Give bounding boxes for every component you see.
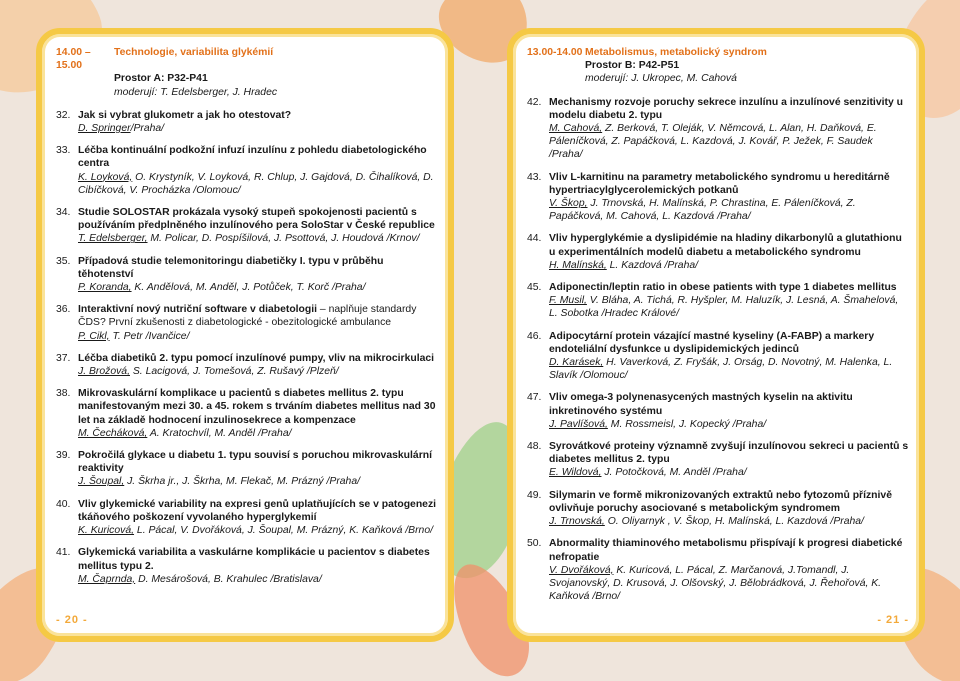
- abstract-authors: [78, 330, 438, 343]
- abstract-authors: [78, 524, 438, 537]
- abstract-number: 49.: [527, 489, 542, 501]
- abstract-title-text: Glykemická variabilita a vaskulárne komplikácie u pacientov s diabetes mellitus typu 2.: [78, 547, 430, 572]
- abstract-entry: [527, 232, 909, 272]
- session-room: Prostor B: P42-P51: [585, 60, 680, 72]
- co-authors: K. Andělová, M. Anděl, J. Potůček, T. Korč /Praha/: [131, 282, 366, 294]
- session-header: [56, 46, 438, 99]
- abstract-authors: [78, 122, 438, 135]
- abstract-title: [549, 489, 909, 515]
- abstract-number: 50.: [527, 538, 542, 550]
- abstract-title: [78, 387, 438, 427]
- abstract-body: [78, 449, 438, 489]
- abstract-number: 41.: [56, 547, 71, 559]
- first-author: E. Wildová,: [549, 467, 602, 479]
- co-authors: H. Vaverková, Z. Fryšák, J. Orság, D. Novotný, M. Halenka, L. Slavík /Olomouc/: [549, 357, 893, 382]
- abstract-entry: [527, 330, 909, 383]
- abstract-title-text: Adiponectin/leptin ratio in obese patients with type 1 diabetes mellitus: [549, 282, 897, 294]
- abstract-title-text: Studie SOLOSTAR prokázala vysoký stupeň spokojenosti pacientů s používáním předplněného inzulínového pera SoloStar v České republice: [78, 207, 435, 232]
- abstract-authors: [549, 418, 909, 431]
- abstract-entry: [56, 206, 438, 246]
- abstract-body: [549, 537, 909, 603]
- co-authors: J. Škrha jr., J. Škrha, M. Flekač, M. Prázný /Praha/: [124, 476, 360, 488]
- co-authors: S. Lacigová, J. Tomešová, Z. Rušavý /Plzeň/: [129, 366, 339, 378]
- first-author: D. Springer: [78, 123, 131, 135]
- abstract-authors: [549, 122, 909, 162]
- first-author: J. Šoupal,: [78, 476, 125, 488]
- co-authors: /Praha/: [130, 123, 165, 135]
- abstract-title: [549, 281, 909, 294]
- abstract-body: [78, 303, 438, 343]
- first-author: V. Škop,: [549, 198, 588, 210]
- abstract-title-text: Jak si vybrat glukometr a jak ho otestovat?: [78, 109, 292, 121]
- abstract-number: 37.: [56, 352, 71, 364]
- co-authors: L. Pácal, V. Dvořáková, J. Šoupal, M. Prázný, K. Kaňková /Brno/: [134, 525, 433, 537]
- abstract-title: [78, 449, 438, 475]
- abstract-body: [78, 109, 438, 135]
- abstract-body: [549, 281, 909, 321]
- abstract-title-text: Vliv omega-3 polynenasycených mastných kyselin na aktivitu inkretinového systému: [549, 392, 853, 417]
- right-page-content: [527, 46, 909, 612]
- abstract-title-text: Léčba kontinuální podkožní infuzí inzulínu z pohledu diabetologického centra: [78, 145, 427, 170]
- first-author: F. Musil,: [549, 295, 587, 307]
- abstract-title: [549, 330, 909, 356]
- abstract-entry: [56, 498, 438, 538]
- abstract-title: [549, 171, 909, 197]
- abstract-authors: [78, 365, 438, 378]
- abstract-entry: [56, 449, 438, 489]
- abstract-entry: [527, 96, 909, 162]
- co-authors: M. Policar, D. Pospíšilová, J. Psottová, J. Houdová /Krnov/: [147, 233, 420, 245]
- abstract-title: [549, 391, 909, 417]
- page-number: - 21 -: [877, 614, 909, 626]
- abstract-title: [549, 96, 909, 122]
- abstract-authors: [78, 281, 438, 294]
- abstract-title-text: Interaktivní nový nutriční software v diabetologii: [78, 304, 318, 316]
- abstract-title-text: Vliv glykemické variability na expresi genů uplatňujících se v patogenezi tkáňového poškození vyvolaného hyperglykemií: [78, 498, 437, 523]
- abstract-number: 46.: [527, 330, 542, 342]
- abstract-number: 36.: [56, 304, 71, 316]
- abstract-entry: [527, 440, 909, 480]
- first-author: H. Malínská,: [549, 259, 607, 271]
- abstract-body: [549, 232, 909, 272]
- first-author: P. Koranda,: [78, 282, 132, 294]
- abstract-entry: [527, 171, 909, 224]
- abstract-title-text: Abnormality thiaminového metabolismu přispívají k progresi diabetické nefropatie: [549, 538, 903, 563]
- abstract-title-text: Pokročilá glykace u diabetu 1. typu souvisí s poruchou mikrovaskulární reaktivity: [78, 450, 432, 475]
- abstract-entry: [56, 352, 438, 378]
- abstract-number: 47.: [527, 392, 542, 404]
- first-author: J. Pavlíšová,: [549, 418, 608, 430]
- abstract-body: [78, 387, 438, 440]
- abstract-title: [78, 255, 438, 281]
- abstract-number: 35.: [56, 255, 71, 267]
- co-authors: D. Mesárošová, B. Krahulec /Bratislava/: [135, 573, 322, 585]
- abstract-title: [549, 440, 909, 466]
- abstract-number: 45.: [527, 282, 542, 294]
- co-authors: A. Kratochvíl, M. Anděl /Praha/: [147, 427, 292, 439]
- abstract-body: [549, 330, 909, 383]
- abstract-body: [78, 206, 438, 246]
- abstract-body: [78, 498, 438, 538]
- abstract-entry: [56, 387, 438, 440]
- abstract-title: [78, 109, 438, 122]
- abstract-entry: [527, 391, 909, 431]
- abstract-authors: [549, 294, 909, 320]
- abstract-entry: [527, 281, 909, 321]
- abstract-title-text: Silymarin ve formě mikronizovaných extraktů nebo fytozomů příznivě ovlivňuje poruchy asociované s metabolickým syndromem: [549, 489, 892, 514]
- abstract-number: 39.: [56, 450, 71, 462]
- abstract-number: 34.: [56, 207, 71, 219]
- abstract-title-text: Syrovátkové proteiny významně zvyšují inzulínovou sekreci u pacientů s diabetes mellitus 2. typu: [549, 441, 909, 466]
- co-authors: K. Kuricová, L. Pácal, Z. Marčanová, J.Tomandl, J. Svojanovský, D. Krusová, J. Olšovský, J. Bělobrádková, J. Řehořová, K. Kaňková /Brno/: [549, 564, 882, 603]
- abstract-number: 48.: [527, 441, 542, 453]
- abstract-number: 38.: [56, 388, 71, 400]
- first-author: M. Čaprnda,: [78, 573, 136, 585]
- session-room: Prostor A: P32-P41: [114, 73, 208, 85]
- abstract-body: [549, 96, 909, 162]
- abstract-entry: [56, 144, 438, 197]
- abstract-authors: [78, 171, 438, 197]
- page-number: - 20 -: [56, 614, 88, 626]
- abstract-list: [527, 96, 909, 604]
- abstract-title-text: Mikrovaskulární komplikace u pacientů s diabetes mellitus 2. typu manifestovaným mezi 30. a 45. rokem s trváním diabetes mellitus nad 30 let na základě hodnocení inzulinosekrece a kompenzace: [78, 388, 436, 426]
- abstract-body: [549, 171, 909, 224]
- co-authors: Z. Berková, T. Oleják, V. Němcová, L. Alan, H. Daňková, E. Páleníčková, Z. Papáčková, L. Kazdová, J. Kovář, P. Ježek, F. Saudek /Praha/: [549, 123, 877, 161]
- abstract-title-text: Vliv hyperglykémie a dyslipidémie na hladiny dikarbonylů a glutathionu u experimentálních modelů diabetu a metabolického syndromu: [549, 233, 902, 258]
- abstract-number: 40.: [56, 498, 71, 510]
- co-authors: O. Krystyník, V. Loyková, R. Chlup, J. Gajdová, D. Čihalíková, D. Cibíčková, V. Procházka /Olomouc/: [78, 171, 434, 196]
- abstract-entry: [56, 109, 438, 135]
- abstract-entry: [527, 537, 909, 603]
- session-time: 14.00 – 15.00: [56, 47, 91, 72]
- abstract-list: [56, 109, 438, 586]
- abstract-body: [78, 546, 438, 586]
- abstract-title-text: Adipocytární protein vázající mastné kyseliny (A-FABP) a markery endoteliální dysfunkce u dyslipidemických jedinců: [549, 330, 875, 355]
- session-moderators: moderují: J. Ukropec, M. Cahová: [585, 73, 737, 85]
- abstract-number: 32.: [56, 109, 71, 121]
- abstract-title: [78, 546, 438, 572]
- co-authors: J. Potočková, M. Anděl /Praha/: [601, 467, 747, 479]
- abstract-title: [78, 303, 438, 329]
- first-author: V. Dvořáková,: [549, 564, 614, 576]
- co-authors: O. Oliyarnyk , V. Škop, H. Malínská, L. Kazdová /Praha/: [604, 516, 864, 528]
- abstract-authors: [549, 197, 909, 223]
- abstract-authors: [78, 427, 438, 440]
- left-page-content: [56, 46, 438, 595]
- abstract-authors: [549, 356, 909, 382]
- abstract-authors: [78, 475, 438, 488]
- abstract-number: 33.: [56, 145, 71, 157]
- first-author: K. Loyková,: [78, 171, 133, 183]
- abstract-authors: [549, 564, 909, 604]
- co-authors: T. Petr /Ivančice/: [109, 330, 190, 342]
- first-author: D. Karásek,: [549, 357, 604, 369]
- abstract-body: [549, 391, 909, 431]
- abstract-title: [78, 498, 438, 524]
- abstract-body: [549, 489, 909, 529]
- co-authors: V. Bláha, A. Tichá, R. Hyšpler, M. Haluzík, J. Lesná, A. Šmahelová, L. Sobotka /Hradec Králové/: [549, 295, 899, 320]
- abstract-authors: [78, 232, 438, 245]
- co-authors: M. Rossmeisl, J. Kopecký /Praha/: [607, 418, 767, 430]
- abstract-number: 44.: [527, 233, 542, 245]
- first-author: J. Trnovská,: [549, 516, 605, 528]
- abstract-authors: [549, 515, 909, 528]
- co-authors: L. Kazdová /Praha/: [606, 259, 699, 271]
- abstract-number: 42.: [527, 96, 542, 108]
- first-author: P. Cikl,: [78, 330, 110, 342]
- abstract-title-text: Léčba diabetiků 2. typu pomocí inzulínové pumpy, vliv na mikrocirkulaci: [78, 352, 435, 364]
- abstract-entry: [527, 489, 909, 529]
- first-author: K. Kuricová,: [78, 525, 135, 537]
- abstract-title: [78, 206, 438, 232]
- abstract-body: [78, 255, 438, 295]
- abstract-entry: [56, 303, 438, 343]
- abstract-title: [549, 232, 909, 258]
- abstract-title: [78, 144, 438, 170]
- abstract-authors: [549, 259, 909, 272]
- abstract-title: [549, 537, 909, 563]
- first-author: J. Brožová,: [78, 366, 130, 378]
- co-authors: J. Trnovská, H. Malínská, P. Chrastina, E. Páleníčková, Z. Papáčková, M. Cahová, L. Kazdová /Praha/: [549, 198, 856, 223]
- abstract-authors: [78, 573, 438, 586]
- session-title: Metabolismus, metabolický syndrom: [585, 47, 767, 58]
- abstract-entry: [56, 255, 438, 295]
- first-author: M. Cahová,: [549, 123, 603, 135]
- first-author: M. Čecháková,: [78, 427, 148, 439]
- abstract-title-text: Případová studie telemonitoringu diabetičky I. typu v průběhu těhotenství: [78, 255, 384, 280]
- session-time: 13.00-14.00: [527, 47, 583, 58]
- abstract-authors: [549, 466, 909, 479]
- abstract-entry: [56, 546, 438, 586]
- left-page-panel: [36, 28, 454, 642]
- abstract-body: [78, 144, 438, 197]
- abstract-title-text: Mechanismy rozvoje poruchy sekrece inzulínu a inzulínové senzitivity u modelu diabetu 2. typu: [549, 96, 903, 121]
- abstract-body: [78, 352, 438, 378]
- right-page-panel: [507, 28, 925, 642]
- session-moderators: moderují: T. Edelsberger, J. Hradec: [114, 86, 278, 98]
- abstract-title: [78, 352, 438, 365]
- abstract-body: [549, 440, 909, 480]
- abstract-number: 43.: [527, 171, 542, 183]
- abstract-title-suffix: – naplňuje standardy ČDS? První zkušenosti z diabetologické - obezitologické ambulance: [78, 304, 417, 329]
- abstract-title-text: Vliv L-karnitinu na parametry metabolického syndromu u hereditárně hypertriacylglycerolemických potkanů: [549, 171, 890, 196]
- session-header: [527, 46, 909, 86]
- first-author: T. Edelsberger,: [78, 233, 148, 245]
- session-title: Technologie, variabilita glykémií: [114, 47, 274, 58]
